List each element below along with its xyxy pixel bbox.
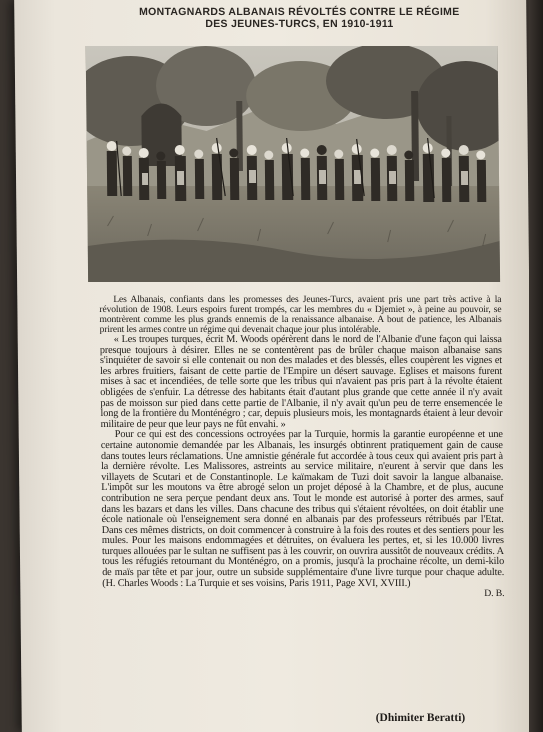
- title-line-1: MONTAGNARDS ALBANAIS RÉVOLTÉS CONTRE LE RÉGIME: [138, 6, 460, 18]
- historical-photo: [86, 46, 500, 282]
- page-title: [99, 6, 499, 30]
- book-page: [14, 0, 534, 732]
- photo-illustration: [86, 46, 500, 282]
- initials-line: [102, 589, 504, 600]
- paragraph-concessions: Pour ce qui est des concessions octroyées par la Turquie, hormis la garantie européenne et une certaine autonomie demandée par les Albanais, les insurgés obtinrent pratiquement gain de cause dans toutes leurs réclamations. Une amnistie générale fut accordée à tous ceux qui avaient pris part à la dernière révolte. Les Malissores, astreints au service militaire, n'eurent à servir que dans les villayets de Scutari et de Constantinople. Le kaïmakam de Tuzi doit savoir la langue albanaise. L'impôt sur les moutons va être abrogé selon un projet déposé à la Chambre, et de plus, aucune contribution ne sera perçue pendant deux ans. Tout le monde est autorisé à porter des armes, sauf dans les bazars et dans les villes. Dans chacune des tribus qui s'étaient révoltées, on doit établir une école nationale où l'enseignement sera donné en albanais par des professeurs rétribués par l'Etat. Dans ces mêmes districts, on doit commencer à construire à la fois des routes et des sentiers pour les mules. Pour les maisons endommagées et détruites, on évaluera les pertes, et, si les 10.000 livres turques allouées par le sultan ne suffisent pas à les couvrir, on ouvrira aussitôt de nouveaux crédits. A tous les réfugiés retournant du Monténégro, on a promis, jusqu'à la prochaine récolte, un demi-kilo de maïs par tête et par jour, outre un subside supplémentaire d'une livre turque pour chaque adulte. (H. Charles Woods : La Turquie et ses voisins, Paris 1911, Page XVI, XVIII.): [100, 429, 505, 589]
- initials: D. B.: [484, 588, 505, 600]
- author-signature: (Dhimiter Beratti): [375, 712, 466, 724]
- article-body: [99, 295, 504, 600]
- title-line-2: DES JEUNES-TURCS, EN 1910-1911: [205, 18, 394, 30]
- photo-caption: Les Albanais, confiants dans les promesses des Jeunes-Turcs, avaient pris une part très active à la révolution de 1908. Leurs espoirs furent trompés, car les membres du « Djemiet », à peine au pouvoir, se montrèrent comme les plus grands ennemis de la renaissance albanaise. A bout de patience, les Albanais prirent les armes contre un régime qui devenait chaque jour plus intolérable.: [99, 294, 502, 335]
- paragraph-quote: « Les troupes turques, écrit M. Woods opérèrent dans le nord de l'Albanie d'une façon qui laissa presque toujours à désirer. Elles ne se contentèrent pas de brûler chaque maison albanaise sans s'inquiéter de savoir si elle contenait ou non des malades et des blessés, elles coupèrent les vignes et les arbres fruitiers, faisant de cette partie de l'Empire un désert sauvage. Eglises et maisons furent mises à sac et incendiées, de telle sorte que les tribus qui n'avaient pas pris part à la révolte étaient obligées de s'enfuir. La détresse des habitants était d'autant plus grande que cette année il n'y avait pas de moisson sur pied dans cette partie de l'Albanie, il n'y avait qu'un peu de terre ensemencée le long de la frontière du Monténégro ; car, depuis plusieurs mois, les montagnards étaient à leur devoir militaire de peur que leur pays ne fût envahi. »: [99, 334, 503, 430]
- page-shadow: [529, 0, 543, 732]
